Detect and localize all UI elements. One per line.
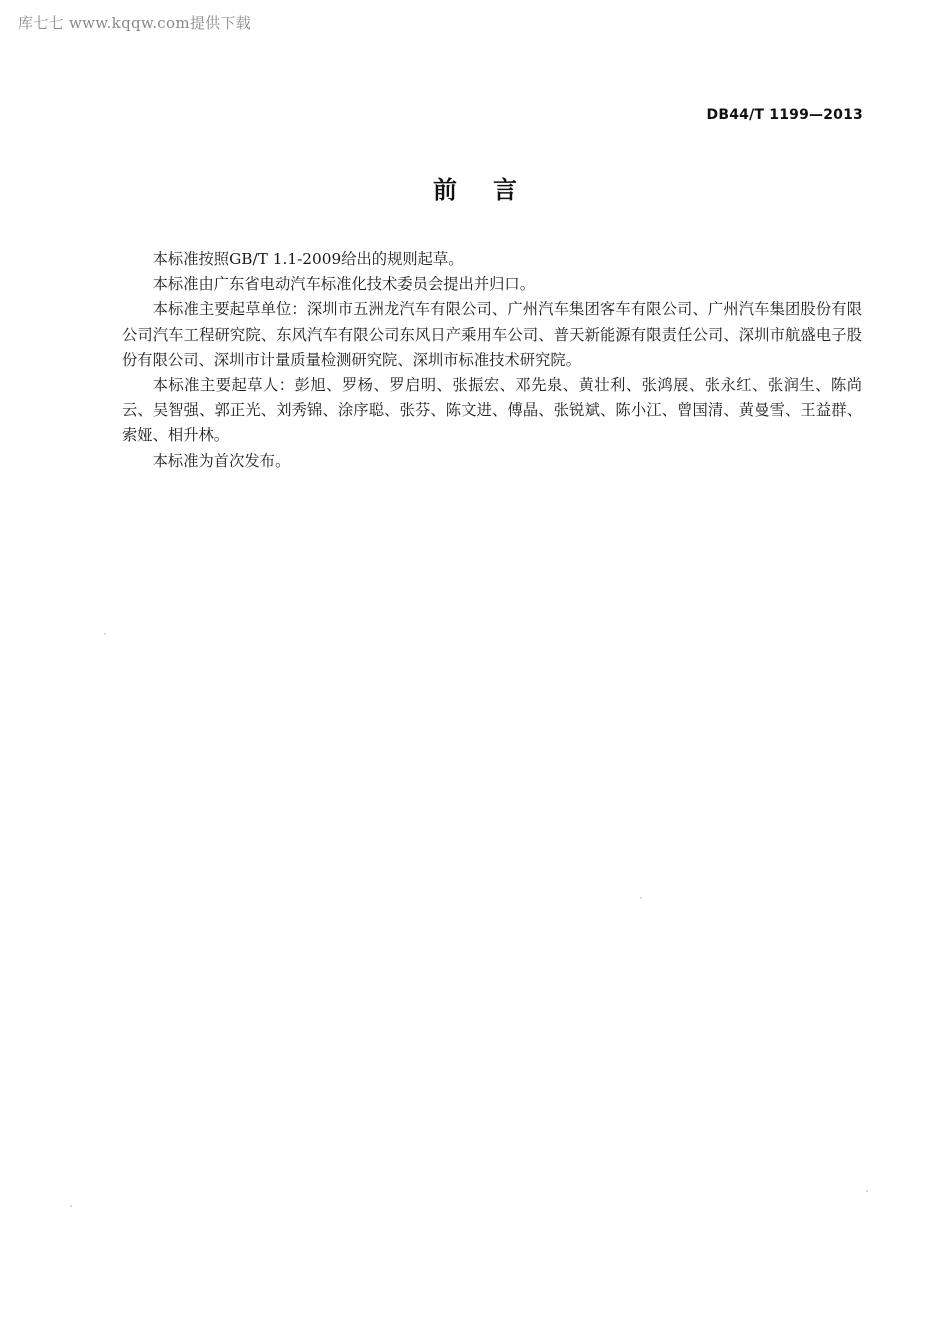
document-code: DB44/T 1199—2013 [706, 107, 863, 123]
paragraph-drafting-units: 本标准主要起草单位：深圳市五洲龙汽车有限公司、广州汽车集团客车有限公司、广州汽车集团股份有限公司汽车工程研究院、东风汽车有限公司东风日产乘用车公司、普天新能源有限责任公司、深圳市航盛电子股份有限公司、深圳市计量质量检测研究院、深圳市标准技术研究院。 [122, 300, 862, 369]
paragraph-first-release: 本标准为首次发布。 [152, 451, 291, 470]
watermark-text: 库七七 www.kqqw.com提供下载 [18, 14, 252, 32]
paragraph-drafting-rules: 本标准按照GB/T 1.1-2009给出的规则起草。 [152, 250, 464, 268]
foreword-body [122, 247, 862, 474]
paragraph-proposer: 本标准由广东省电动汽车标准化技术委员会提出并归口。 [152, 275, 536, 294]
page-title: 前言 [433, 176, 553, 204]
scan-speck [104, 633, 106, 635]
scan-speck [866, 1190, 868, 1192]
scan-speck [70, 1205, 72, 1207]
scan-speck [640, 897, 642, 899]
paragraph-drafters: 本标准主要起草人：彭旭、罗杨、罗启明、张振宏、邓先泉、黄壮利、张鸿展、张永红、张润生、陈尚云、吴智强、郭正光、刘秀锦、涂序聪、张芬、陈文进、傅晶、张锐斌、陈小江、曾国清、黄曼雪、王益群、索娅、相升林。 [122, 376, 862, 445]
